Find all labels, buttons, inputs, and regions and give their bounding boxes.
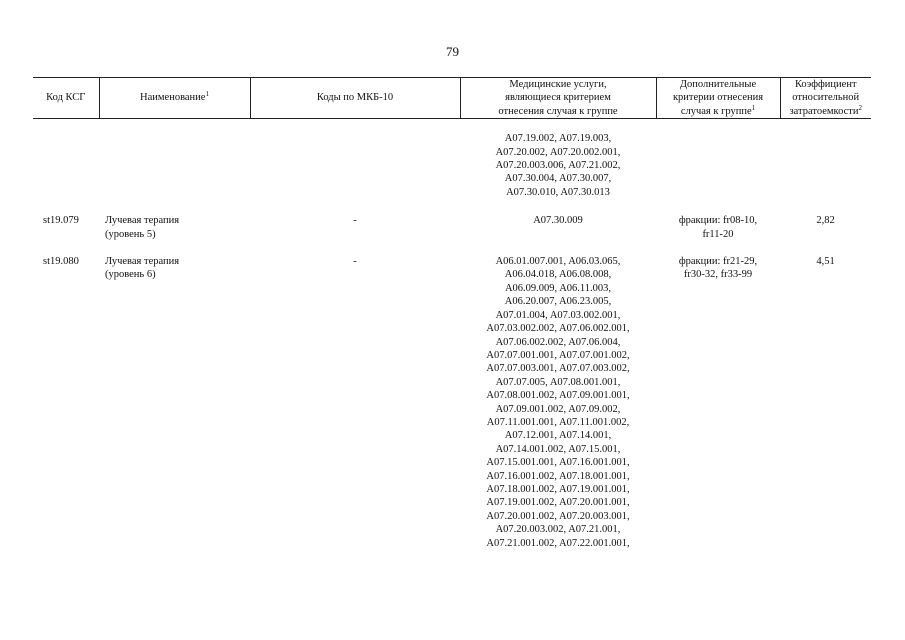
table-body [33, 119, 871, 550]
header-extra-criteria: Дополнительные критерии отнесения случая к группе$^1$ [656, 78, 780, 119]
header-name: Наименование$^1$ [99, 78, 250, 119]
extra-criteria-cell [656, 119, 780, 200]
header-coefficient: Коэффициент относительной затратоемкости$^2$ [780, 78, 871, 119]
coefficient-cell: 2,82 [816, 215, 835, 227]
extra-criteria-cell: фракции: fr08-10, fr11-20 [678, 215, 758, 240]
ksg-code-cell: st19.079 [43, 215, 79, 227]
medical-services-cell: A07.30.009 [533, 215, 583, 227]
ksg-name-cell: Лучевая терапия (уровень 6) [105, 256, 180, 281]
table-row [33, 119, 871, 200]
header-services: Медицинские услуги, являющиеся критерием отнесения случая к группе [460, 78, 656, 119]
footnote-mark: 2 [858, 103, 862, 112]
coefficient-cell: 4,51 [816, 256, 835, 268]
extra-criteria-cell: фракции: fr21-29, fr30-32, fr33-99 [678, 256, 758, 281]
medical-services-cell: A06.01.007.001, A06.03.065, A06.04.018, A06.08.008, A06.09.009, A06.11.003, A06.20.007, A06.23.005, A07.01.004, A07.03.002.001, A07.03.002.002, A07.06.002.001, A07.06.002.002, A07.06.004, A07.07.001.001, A07.07.001.002, A07.07.003.001, A07.07.003.002, A07.07.005, A07.08.001.001, A07.08.001.002, A07.09.001.001, A07.09.001.002, A07.09.002, A07.11.001.001, A07.11.001.002, A07.12.001, A07.14.001, A07.14.001.002, A07.15.001, A07.15.001.001, A07.16.001.001, A07.16.001.002, A07.18.001.001, A07.18.001.002, A07.19.001.001, A07.19.001.002, A07.20.001.001, A07.20.001.002, A07.20.003.001, A07.20.003.002, A07.21.001, A07.21.001.002, A07.22.001.001, [486, 256, 630, 549]
mkb-codes-cell [250, 119, 460, 200]
table-header-row [33, 78, 871, 119]
footnote-mark: 1 [751, 103, 756, 112]
ksg-code-cell: st19.080 [43, 256, 79, 268]
table-row [33, 199, 871, 241]
table-row [33, 241, 871, 550]
header-code: Код КСГ [33, 78, 99, 119]
ksg-table [33, 77, 871, 550]
header-mkb: Коды по МКБ-10 [250, 78, 460, 119]
medical-services-cell: A07.19.002, A07.19.003, A07.20.002, A07.20.002.001, A07.20.003.006, A07.21.002, A07.30.004, A07.30.007, A07.30.010, A07.30.013 [495, 133, 621, 198]
ksg-name-cell: Лучевая терапия (уровень 5) [105, 215, 180, 240]
mkb-codes-cell: - [353, 215, 357, 227]
mkb-codes-cell: - [353, 256, 357, 268]
footnote-mark: 1 [205, 90, 209, 99]
ksg-code-cell [33, 119, 99, 200]
coefficient-cell [780, 119, 871, 200]
ksg-name-cell [99, 119, 250, 200]
page-number: 79 [446, 44, 459, 59]
